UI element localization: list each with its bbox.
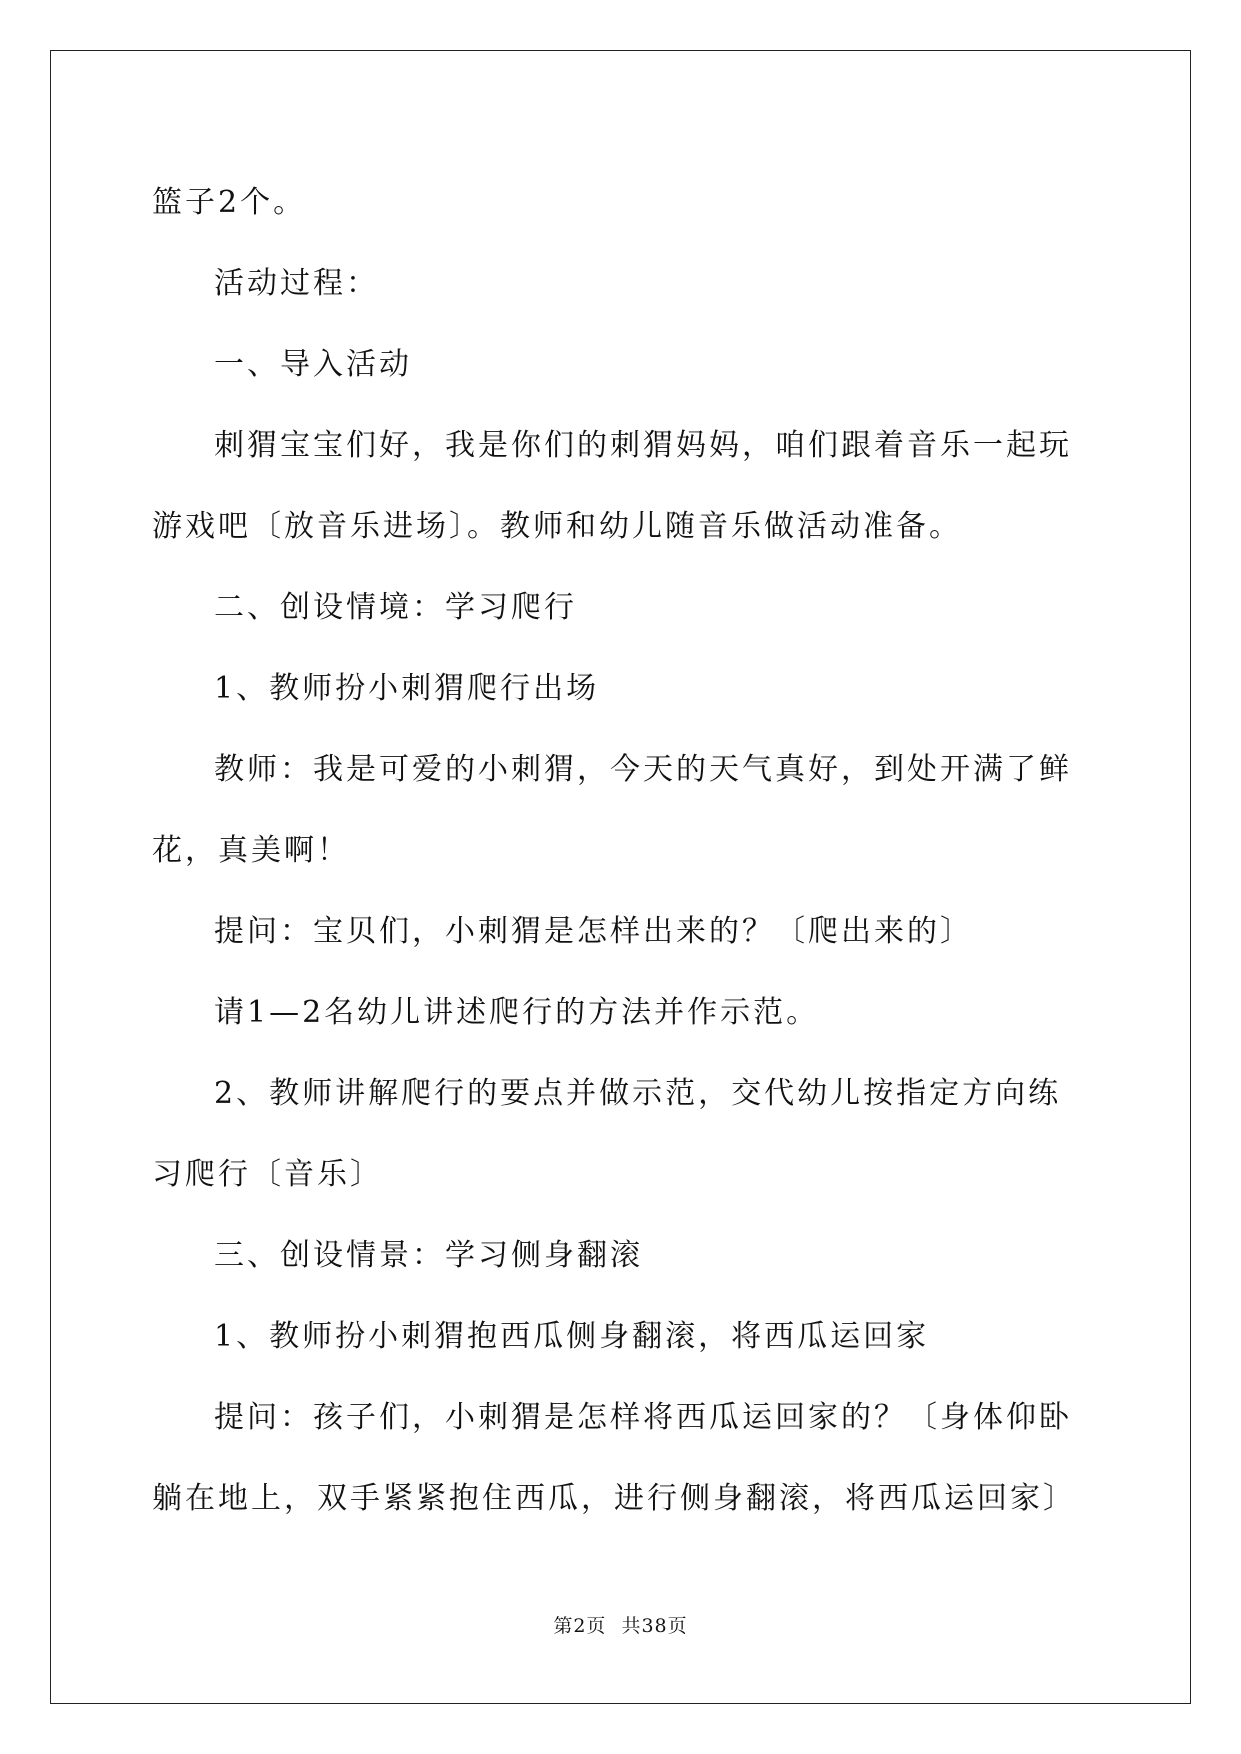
page-footer	[0, 1611, 1241, 1638]
paragraph: 提问：宝贝们，小刺猬是怎样出来的？〔爬出来的〕	[214, 914, 973, 949]
paragraph: 教师：我是可爱的小刺猬，今天的天气真好，到处开满了鲜花，真美啊！	[152, 752, 1072, 868]
paragraph: 请1—2名幼儿讲述爬行的方法并作示范。	[214, 995, 820, 1030]
page-number: 第2页	[553, 1615, 607, 1637]
paragraph: 1、教师扮小刺猬抱西瓜侧身翻滚，将西瓜运回家	[214, 1319, 930, 1354]
paragraph: 活动过程：	[214, 266, 379, 301]
section-heading: 一、导入活动	[214, 347, 412, 382]
page-total: 共38页	[621, 1615, 688, 1637]
paragraph: 篮子2个。	[152, 185, 307, 220]
document-body	[152, 162, 1092, 1539]
section-heading: 三、创设情景：学习侧身翻滚	[214, 1238, 643, 1273]
paragraph: 提问：孩子们，小刺猬是怎样将西瓜运回家的？〔身体仰卧躺在地上，双手紧紧抱住西瓜，进行侧身翻滚，将西瓜运回家〕	[152, 1400, 1076, 1516]
paragraph: 2、教师讲解爬行的要点并做示范，交代幼儿按指定方向练习爬行〔音乐〕	[152, 1076, 1062, 1192]
paragraph: 1、教师扮小刺猬爬行出场	[214, 671, 600, 706]
section-heading: 二、创设情境：学习爬行	[214, 590, 577, 625]
paragraph: 刺猬宝宝们好，我是你们的刺猬妈妈，咱们跟着音乐一起玩游戏吧〔放音乐进场〕。教师和幼儿随音乐做活动准备。	[152, 428, 1072, 544]
